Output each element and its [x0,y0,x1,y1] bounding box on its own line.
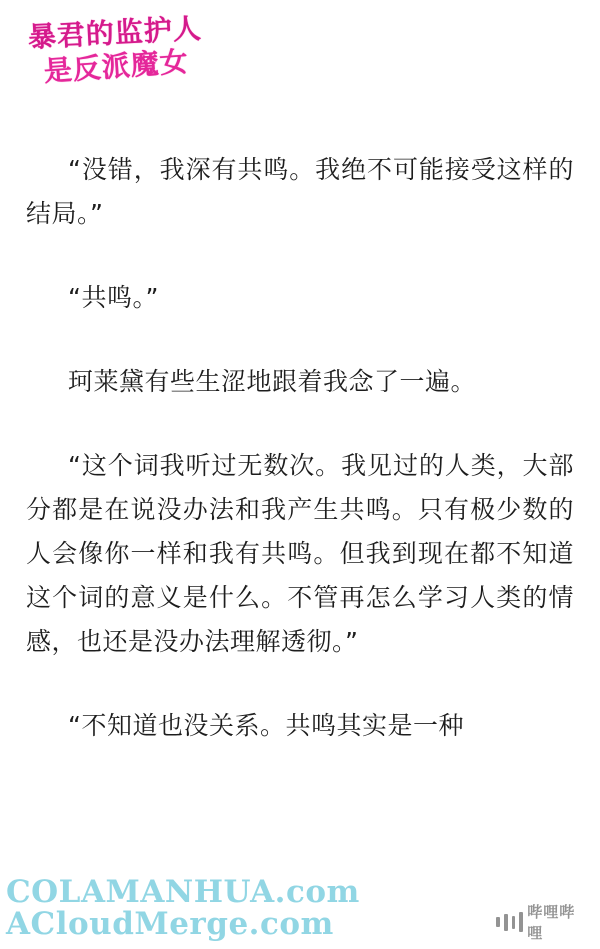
story-text-body [26,148,574,748]
paragraph: “共鸣。” [68,283,159,312]
paragraph: “这个词我听过无数次。我见过的人类，大部分都是在说没办法和我产生共鸣。只有极少数的人会像你一样和我有共鸣。但我到现在都不知道这个词的意义是什么。不管再怎么学习人类的情感，也还是没办法理解透彻。” [26,451,574,656]
paragraph: “不知道也没关系。共鸣其实是一种 [68,711,464,740]
series-title-line-2: 是反派魔女 [42,44,190,88]
badge-bar [512,916,516,929]
bilibili-badge-icon [496,903,588,942]
watermark-colamanhua: COLAMANHUA.com [6,874,360,910]
paragraph: “没错，我深有共鸣。我绝不可能接受这样的结局。” [26,155,574,228]
badge-label: 哔哩哔哩 [527,903,576,942]
paragraph: 珂莱黛有些生涩地跟着我念了一遍。 [68,367,477,396]
series-title-line-1: 暴君的监护人 [27,11,203,54]
badge-bar [496,917,500,927]
badge-bar [519,912,523,932]
series-title-logo [27,11,238,102]
watermark-acloudmerge: ACloudMerge.com [6,906,334,942]
badge-bar [504,914,508,931]
